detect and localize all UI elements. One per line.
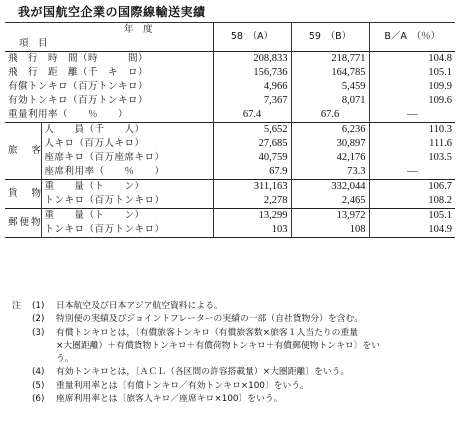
cell-a: 7,367 bbox=[213, 94, 291, 108]
cell-ratio: 104.8 bbox=[369, 52, 455, 67]
cell-a: 13,299 bbox=[213, 209, 291, 224]
row-label: 有効トンキロ（百万トンキロ） bbox=[8, 95, 149, 106]
note-number: (6) bbox=[32, 394, 45, 405]
cell-a: 5,652 bbox=[213, 123, 291, 138]
table-row bbox=[5, 209, 455, 224]
note-text: 有償トンキロとは，〔有償旅客トンキロ（有償旅客数×旅客１人当たりの重量 bbox=[56, 327, 359, 338]
cell-a: 4,966 bbox=[213, 80, 291, 94]
cell-a: 103 bbox=[213, 223, 291, 238]
cell-ratio: 109.9 bbox=[369, 80, 455, 94]
table-row bbox=[5, 94, 455, 108]
note-item bbox=[12, 380, 457, 393]
note-text: 有効トンキロとは，〔ＡＣＬ（各区間の許容搭載量）×大圏距離〕をいう。 bbox=[56, 367, 350, 378]
note-text: 特別便の実績及びジョイントフレーターの実績の一部（自社貨物分）を含む。 bbox=[56, 314, 364, 325]
row-label: 重量利用率（ ％ ） bbox=[8, 109, 129, 120]
header-koumoku: 項 目 bbox=[19, 38, 48, 49]
note-text: 重量利用率とは〔有償トンキロ／有効トンキロ×100〕をいう。 bbox=[56, 380, 309, 391]
table-row bbox=[5, 151, 455, 165]
group-label-ryokaku: 旅客 bbox=[8, 145, 56, 156]
note-text: 日本航空及び日本アジア航空資料による。 bbox=[56, 301, 223, 311]
row-label: 座席利用率（ ％ ） bbox=[41, 165, 213, 180]
note-item bbox=[12, 313, 457, 326]
note-number: (5) bbox=[32, 380, 45, 391]
note-item bbox=[12, 366, 457, 379]
cell-ratio: 103.5 bbox=[369, 151, 455, 165]
cell-a: 311,163 bbox=[213, 180, 291, 195]
transport-table bbox=[5, 22, 455, 238]
table-row bbox=[5, 180, 455, 195]
cell-a: 40,759 bbox=[213, 151, 291, 165]
row-label: トンキロ（百万トンキロ） bbox=[41, 223, 213, 238]
header-col-b: 59 （B） bbox=[291, 23, 369, 52]
cell-ratio: ― bbox=[369, 108, 455, 123]
group-label-kamotsu: 貨物 bbox=[8, 188, 56, 199]
cell-ratio: 106.7 bbox=[369, 180, 455, 195]
cell-b: 42,176 bbox=[291, 151, 369, 165]
row-label: 飛 行 時 間（時 間） bbox=[8, 53, 149, 64]
header-col-a: 58 （A） bbox=[213, 23, 291, 52]
cell-b: 6,236 bbox=[291, 123, 369, 138]
cell-a: 2,278 bbox=[213, 194, 291, 209]
cell-b: 67.6 bbox=[291, 108, 369, 123]
cell-ratio: 110.3 bbox=[369, 123, 455, 138]
notes bbox=[12, 300, 457, 406]
row-label: トンキロ（百万トンキロ） bbox=[41, 194, 213, 209]
cell-a: 208,833 bbox=[213, 52, 291, 67]
cell-b: 73.3 bbox=[291, 165, 369, 180]
note-item bbox=[12, 327, 457, 340]
cell-ratio: 108.2 bbox=[369, 194, 455, 209]
cell-b: 2,465 bbox=[291, 194, 369, 209]
table-row bbox=[5, 52, 455, 67]
table-row bbox=[5, 137, 455, 151]
note-continuation: う。 bbox=[56, 354, 74, 365]
notes-lead: 注 bbox=[12, 301, 21, 311]
cell-b: 218,771 bbox=[291, 52, 369, 67]
cell-ratio: 105.1 bbox=[369, 209, 455, 224]
table-row bbox=[5, 80, 455, 94]
cell-b: 108 bbox=[291, 223, 369, 238]
cell-a: 67.9 bbox=[213, 165, 291, 180]
row-label: 飛 行 距 離（千 キ ロ） bbox=[8, 67, 149, 78]
header-col-ratio: B／A （％） bbox=[369, 23, 455, 52]
row-label: 重 量（ト ン） bbox=[41, 180, 213, 195]
cell-b: 5,459 bbox=[291, 80, 369, 94]
note-number: (3) bbox=[32, 327, 45, 338]
cell-a: 27,685 bbox=[213, 137, 291, 151]
row-label: 有償トンキロ（百万トンキロ） bbox=[8, 81, 149, 92]
cell-ratio: 109.6 bbox=[369, 94, 455, 108]
table-row bbox=[5, 223, 455, 238]
row-label: 人 員（千 人） bbox=[41, 123, 213, 138]
table-row bbox=[5, 165, 455, 180]
cell-b: 332,044 bbox=[291, 180, 369, 195]
cell-ratio: 111.6 bbox=[369, 137, 455, 151]
cell-a: 156,736 bbox=[213, 66, 291, 80]
table-row bbox=[5, 123, 455, 138]
note-number: (2) bbox=[32, 314, 45, 325]
note-text: 座席利用率とは〔旅客人キロ／座席キロ×100〕をいう。 bbox=[56, 394, 283, 405]
group-label-yubin: 郵便物 bbox=[8, 217, 43, 228]
cell-b: 8,071 bbox=[291, 94, 369, 108]
cell-b: 13,972 bbox=[291, 209, 369, 224]
cell-ratio: ― bbox=[369, 165, 455, 180]
cell-a: 67.4 bbox=[213, 108, 291, 123]
table-row bbox=[5, 66, 455, 80]
cell-b: 164,785 bbox=[291, 66, 369, 80]
row-label: 座席キロ（百万座席キロ） bbox=[41, 151, 213, 165]
row-label: 人キロ（百万人キロ） bbox=[41, 137, 213, 151]
cell-ratio: 104.9 bbox=[369, 223, 455, 238]
cell-ratio: 105.1 bbox=[369, 66, 455, 80]
cell-b: 30,897 bbox=[291, 137, 369, 151]
note-item bbox=[12, 300, 457, 313]
header-row-year bbox=[5, 23, 455, 38]
table-row bbox=[5, 194, 455, 209]
note-number: (4) bbox=[32, 367, 45, 378]
header-nendo: 年 度 bbox=[124, 24, 153, 35]
page-title: 我が国航空企業の国際線輸送実績 bbox=[18, 5, 206, 19]
note-item bbox=[12, 393, 457, 406]
note-number: (1) bbox=[32, 301, 45, 311]
row-label: 重 量（ト ン） bbox=[41, 209, 213, 224]
note-continuation: ×大圏距離）＋有償貨物トンキロ＋有償荷物トンキロ＋有償郵便物トンキロ〕をい bbox=[56, 340, 381, 351]
table-row bbox=[5, 108, 455, 123]
